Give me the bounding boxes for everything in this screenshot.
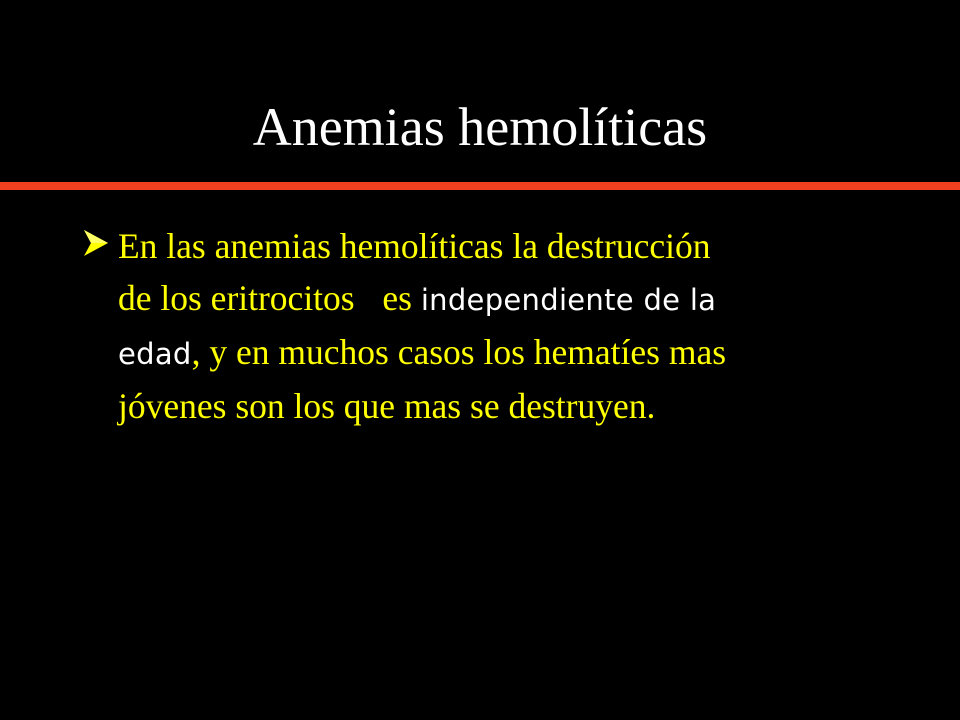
bullet-line-2-b: es (373, 278, 421, 318)
bullet-line-4: jóvenes son los que mas se destruyen. (118, 386, 656, 426)
bullet-line-3 (118, 326, 898, 380)
bullet-line-3-rest: , y en muchos casos los hematíes mas (191, 332, 727, 372)
bullet-line-1: En las anemias hemolíticas la destrucción (118, 226, 711, 266)
arrowhead-bullet-icon (82, 228, 110, 258)
bullet-line-2 (118, 272, 898, 326)
bullet-line-2-a: de los eritrocitos (118, 278, 364, 318)
bullet-text (118, 220, 898, 432)
emphasis-independiente: independiente de la (420, 283, 717, 317)
slide-title: Anemias hemolíticas (252, 97, 708, 157)
emphasis-edad: edad (118, 337, 192, 371)
title-divider (0, 182, 960, 190)
